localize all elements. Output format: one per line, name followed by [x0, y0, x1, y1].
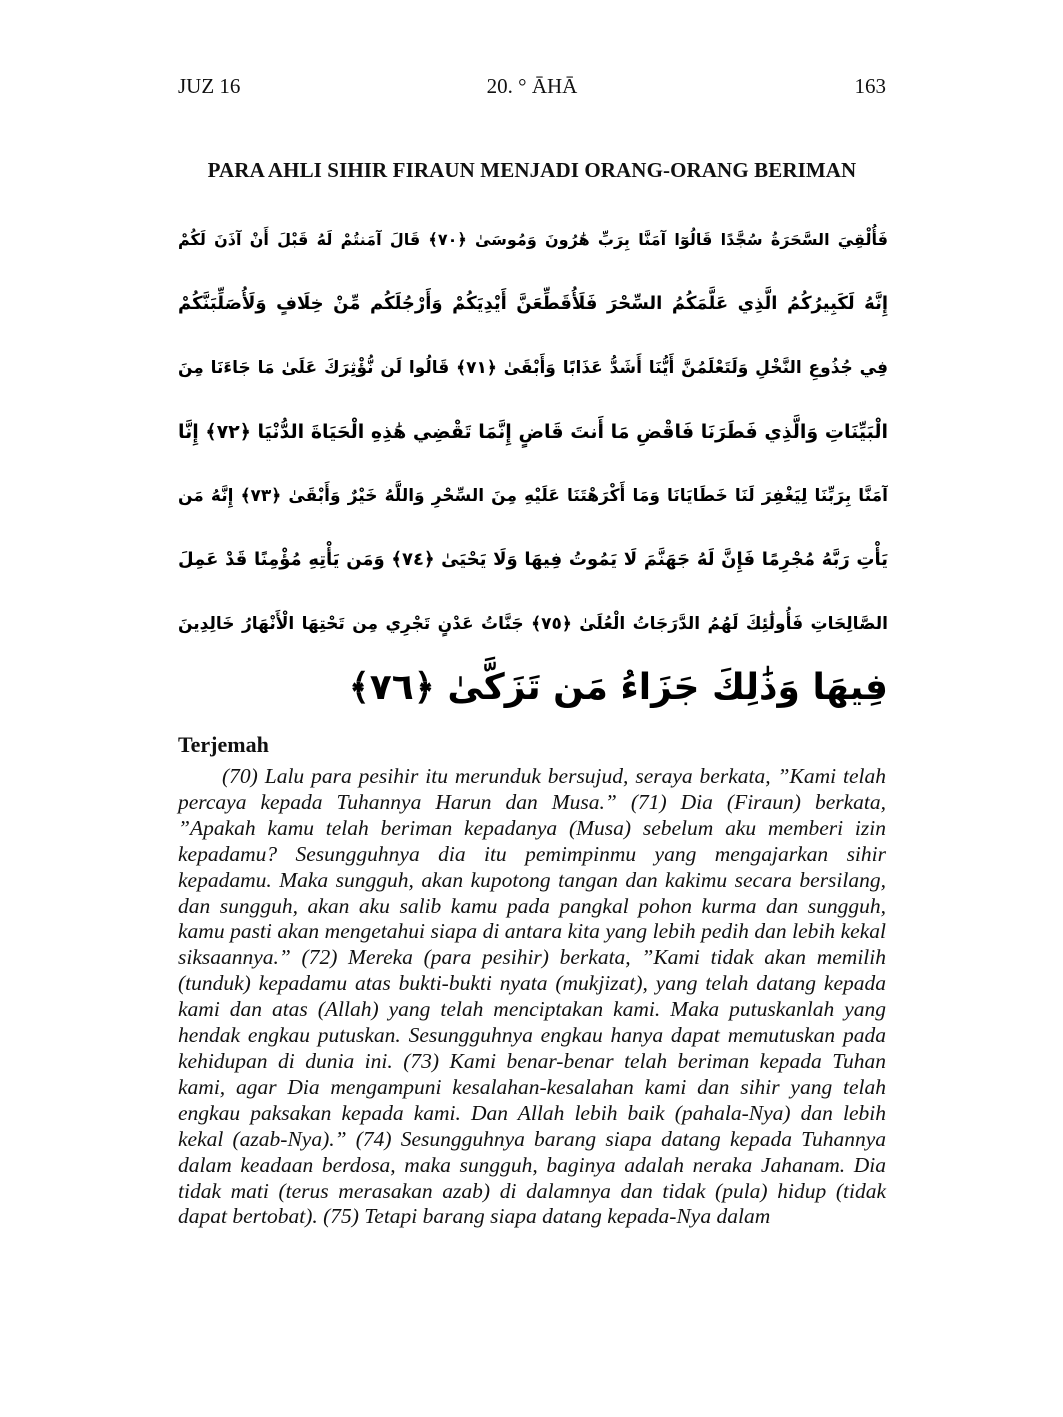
arabic-line: فَأُلْقِيَ السَّحَرَةُ سُجَّدًا قَالُوٓا آمَنَّا بِرَبِّ هَٰرُونَ وَمُوسَىٰ ﴿٧٠﴾ قَالَ آمَنتُمْ لَهُ قَبْلَ أَنْ آذَنَ لَكُمْ: [178, 230, 888, 249]
arabic-line: يَأْتِ رَبَّهُ مُجْرِمًا فَإِنَّ لَهُ جَهَنَّمَ لَا يَمُوتُ فِيهَا وَلَا يَحْيَىٰ ﴿٧٤﴾ وَمَن يَأْتِهِ مُؤْمِنًا قَدْ عَمِلَ: [178, 549, 888, 570]
translation-text: (70) Lalu para pesihir itu merunduk bersujud, seraya berkata, ”Kami telah percaya kepada Tuhannya Harun dan Musa.” (71) Dia (Firaun) berkata, ”Apakah kamu telah beriman kepadanya (Musa) sebelum aku memberi izin kepadamu? Sesungguhnya dia itu pemimpinmu yang mengajarkan sihir kepadamu. Maka sungguh, akan kupotong tangan dan kakimu secara bersilang, dan sungguh, akan aku salib kamu pada pangkal pohon kurma dan sungguh, kamu pasti akan mengetahui siapa di antara kita yang lebih pedih dan lebih kekal siksaannya.” (72) Mereka (para pesihir) berkata, ”Kami tidak akan memilih (tunduk) kepadamu atas bukti-bukti nyata (mukjizat), yang telah datang kepada kami dan atas (Allah) yang telah menciptakan kami. Maka putuskanlah yang hendak engkau putuskan. Sesungguhnya engkau hanya dapat memutuskan pada kehidupan di dunia ini. (73) Kami benar-benar telah beriman kepada Tuhan kami, agar Dia mengampuni kesalahan-kesalahan kami dan sihir yang telah engkau paksakan kepada kami. Dan Allah lebih baik (pahala-Nya) dan lebih kekal (azab-Nya).” (74) Sesungguhnya barang siapa datang kepada Tuhannya dalam keadaan berdosa, maka sungguh, baginya adalah neraka Jahanam. Dia tidak mati (terus merasakan azab) di dalamnya dan tidak (pula) hidup (tidak dapat bertobat). (75) Tetapi barang siapa datang kepada-Nya dalam: [178, 764, 886, 1229]
surah-title: 20. ° ĀHĀ: [486, 74, 578, 98]
arabic-line: إِنَّهُ لَكَبِيرُكُمُ الَّذِي عَلَّمَكُمُ السِّحْرَ فَلَأُقَطِّعَنَّ أَيْدِيَكُمْ وَأَرْجُلَكُم مِّنْ خِلَافٍ وَلَأُصَلِّبَنَّكُمْ: [178, 293, 888, 314]
arabic-line: الصَّالِحَاتِ فَأُولَٰئِكَ لَهُمُ الدَّرَجَاتُ الْعُلَىٰ ﴿٧٥﴾ جَنَّاتُ عَدْنٍ تَجْرِي مِن تَحْتِهَا الْأَنْهَارُ خَالِدِينَ: [178, 614, 888, 634]
arabic-line: فِي جُذُوعِ النَّخْلِ وَلَتَعْلَمُنَّ أَيُّنَا أَشَدُّ عَذَابًا وَأَبْقَىٰ ﴿٧١﴾ قَالُوا لَن نُّؤْثِرَكَ عَلَىٰ مَا جَاءَنَا مِنَ: [178, 358, 888, 378]
translation-heading: Terjemah: [178, 732, 269, 757]
arabic-line: فِيهَا وَذَٰلِكَ جَزَاءُ مَن تَزَكَّىٰ ﴿٧٦﴾: [348, 667, 888, 708]
arabic-line: الْبَيِّنَاتِ وَالَّذِي فَطَرَنَا فَاقْضِ مَا أَنتَ قَاضٍ إِنَّمَا تَقْضِي هَٰذِهِ الْحَيَاةَ الدُّنْيَا ﴿٧٢﴾ إِنَّا: [178, 421, 888, 443]
arabic-line: آمَنَّا بِرَبِّنَا لِيَغْفِرَ لَنَا خَطَايَانَا وَمَا أَكْرَهْتَنَا عَلَيْهِ مِنَ السِّحْرِ وَاللَّهُ خَيْرٌ وَأَبْقَىٰ ﴿٧٣﴾ إِنَّهُ مَن: [178, 486, 888, 506]
page-header: [178, 74, 886, 104]
juz-label: JUZ 16: [178, 74, 241, 98]
section-title: PARA AHLI SIHIR FIRAUN MENJADI ORANG-ORANG BERIMAN: [207, 158, 857, 182]
arabic-verses: [178, 208, 888, 728]
page-number: 163: [854, 74, 886, 98]
